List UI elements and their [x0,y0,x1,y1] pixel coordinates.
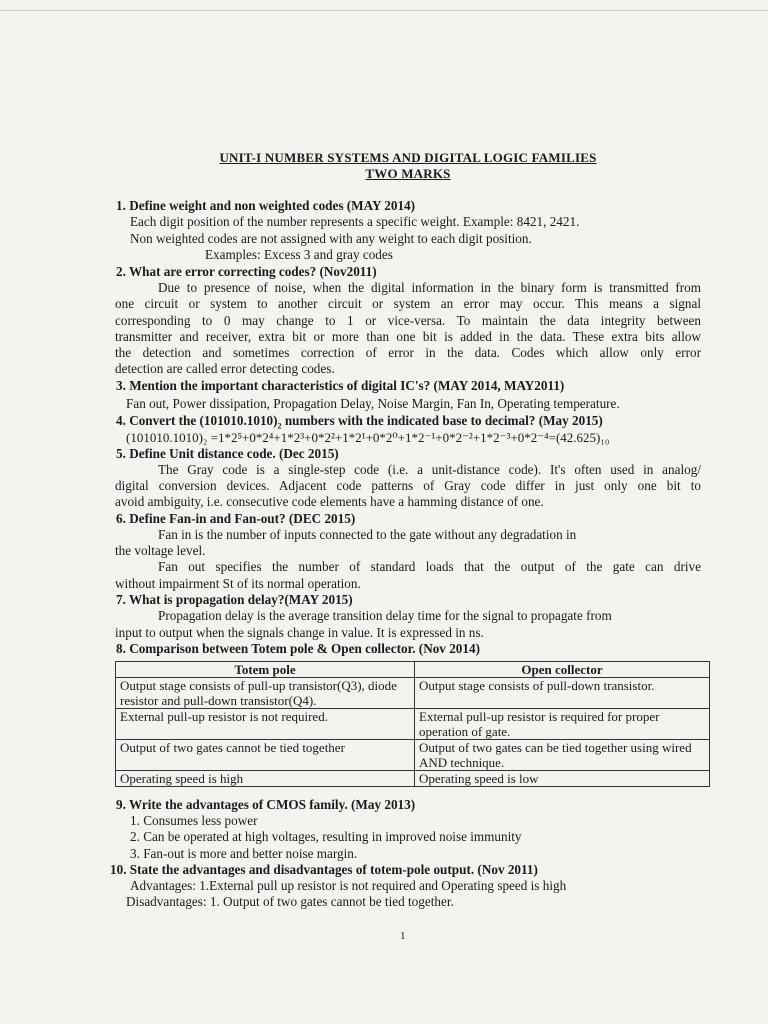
answer-5-line-3: avoid ambiguity, i.e. consecutive code elements have a hamming distance of one. [115,494,544,509]
table-cell: Output stage consists of pull-up transistor(Q3), diode resistor and pull-down transistor(Q4). [116,678,415,709]
answer-6-line-2: the voltage level. [115,543,206,558]
answer-2-line-4: transmitter and receiver, extra bit or more than one bit is added in the data. These extra bits allow [115,329,701,344]
answer-2-line-5: the detection and sometimes correction of error in the data. Codes which allow only error [115,345,701,360]
question-10: 10. State the advantages and disadvantages of totem-pole output. (Nov 2011) [110,862,538,877]
answer-5-line-1: The Gray code is a single-step code (i.e. a unit-distance code). It's often used in analog/ [158,462,701,477]
table-row [116,709,710,740]
answer-2-line-3: corresponding to 0 may change to 1 or vice-versa. To maintain the data integrity between [115,313,701,328]
table-cell: External pull-up resistor is required for proper operation of gate. [415,709,710,740]
answer-6-line-4: without impairment St of its normal operation. [115,576,361,591]
table-cell: Operating speed is high [116,771,415,787]
table-cell: Operating speed is low [415,771,710,787]
table-header-cell: Open collector [415,662,710,678]
answer-1-line-2: Non weighted codes are not assigned with any weight to each digit position. [130,231,532,246]
table-cell: Output of two gates can be tied together using wired AND technique. [415,740,710,771]
question-4-part-a: 4. Convert the (101010.1010) [116,413,278,428]
question-1: 1. Define weight and non weighted codes (MAY 2014) [116,198,416,213]
answer-7-line-1: Propagation delay is the average transition delay time for the signal to propagate from [158,608,612,623]
answer-10-line-1: Advantages: 1.External pull up resistor is not required and Operating speed is high [130,878,567,893]
question-3: 3. Mention the important characteristics of digital IC's? (MAY 2014, MAY2011) [116,378,565,393]
answer-3-line-1: Fan out, Power dissipation, Propagation Delay, Noise Margin, Fan In, Operating temperature. [126,396,620,411]
answer-1-line-3: Examples: Excess 3 and gray codes [205,247,393,262]
answer-2-line-1: Due to presence of noise, when the digital information in the binary form is transmitted from [158,280,701,295]
table-row [116,740,710,771]
question-8: 8. Comparison between Totem pole & Open collector. (Nov 2014) [116,641,480,656]
question-2: 2. What are error correcting codes? (Nov2011) [116,264,377,279]
table-header-cell: Totem pole [116,662,415,678]
question-9: 9. Write the advantages of CMOS family. (May 2013) [116,797,416,812]
question-4 [116,413,603,429]
answer-4-line-1: (101010.1010)₂ =1*2⁵+0*2⁴+1*2³+0*2²+1*2¹+0*2⁰+1*2⁻¹+0*2⁻²+1*2⁻³+0*2⁻⁴=(42.625)₁₀ [126,430,610,445]
unit-title: UNIT-I NUMBER SYSTEMS AND DIGITAL LOGIC FAMILIES [219,150,597,165]
table-cell: Output of two gates cannot be tied together [116,740,415,771]
table-row [116,771,710,787]
scan-edge-line [0,10,768,11]
comparison-table [115,661,710,787]
answer-6-line-3: Fan out specifies the number of standard loads that the output of the gate can drive [158,559,701,574]
answer-9-line-1: 1. Consumes less power [130,813,258,828]
answer-1-line-1: Each digit position of the number represents a specific weight. Example: 8421, 2421. [130,214,580,229]
table-cell: Output stage consists of pull-down transistor. [415,678,710,709]
answer-2-line-6: detection are called error detecting codes. [115,361,335,376]
question-6: 6. Define Fan-in and Fan-out? (DEC 2015) [116,511,356,526]
answer-10-line-2: Disadvantages: 1. Output of two gates cannot be tied together. [126,894,454,909]
answer-6-line-1: Fan in is the number of inputs connected to the gate without any degradation in [158,527,577,542]
table-header-row [116,662,710,678]
answer-9-line-2: 2. Can be operated at high voltages, resulting in improved noise immunity [130,829,522,844]
table-row [116,678,710,709]
question-4-base: 2 [277,421,282,431]
answer-9-line-3: 3. Fan-out is more and better noise margin. [130,846,358,861]
page-number: 1 [400,930,406,942]
table-cell: External pull-up resistor is not required. [116,709,415,740]
question-4-part-b: numbers with the indicated base to decimal? (May 2015) [281,413,603,428]
answer-2-line-2: one circuit or system to another circuit or system an error may occur. This means a signal [115,296,701,311]
answer-5-line-2: digital conversion devices. Adjacent code patterns of Gray code differ in just only one bit to [115,478,701,493]
question-7: 7. What is propagation delay?(MAY 2015) [116,592,353,607]
question-5: 5. Define Unit distance code. (Dec 2015) [116,446,339,461]
section-title: TWO MARKS [365,166,451,181]
answer-7-line-2: input to output when the signals change in value. It is expressed in ns. [115,625,484,640]
